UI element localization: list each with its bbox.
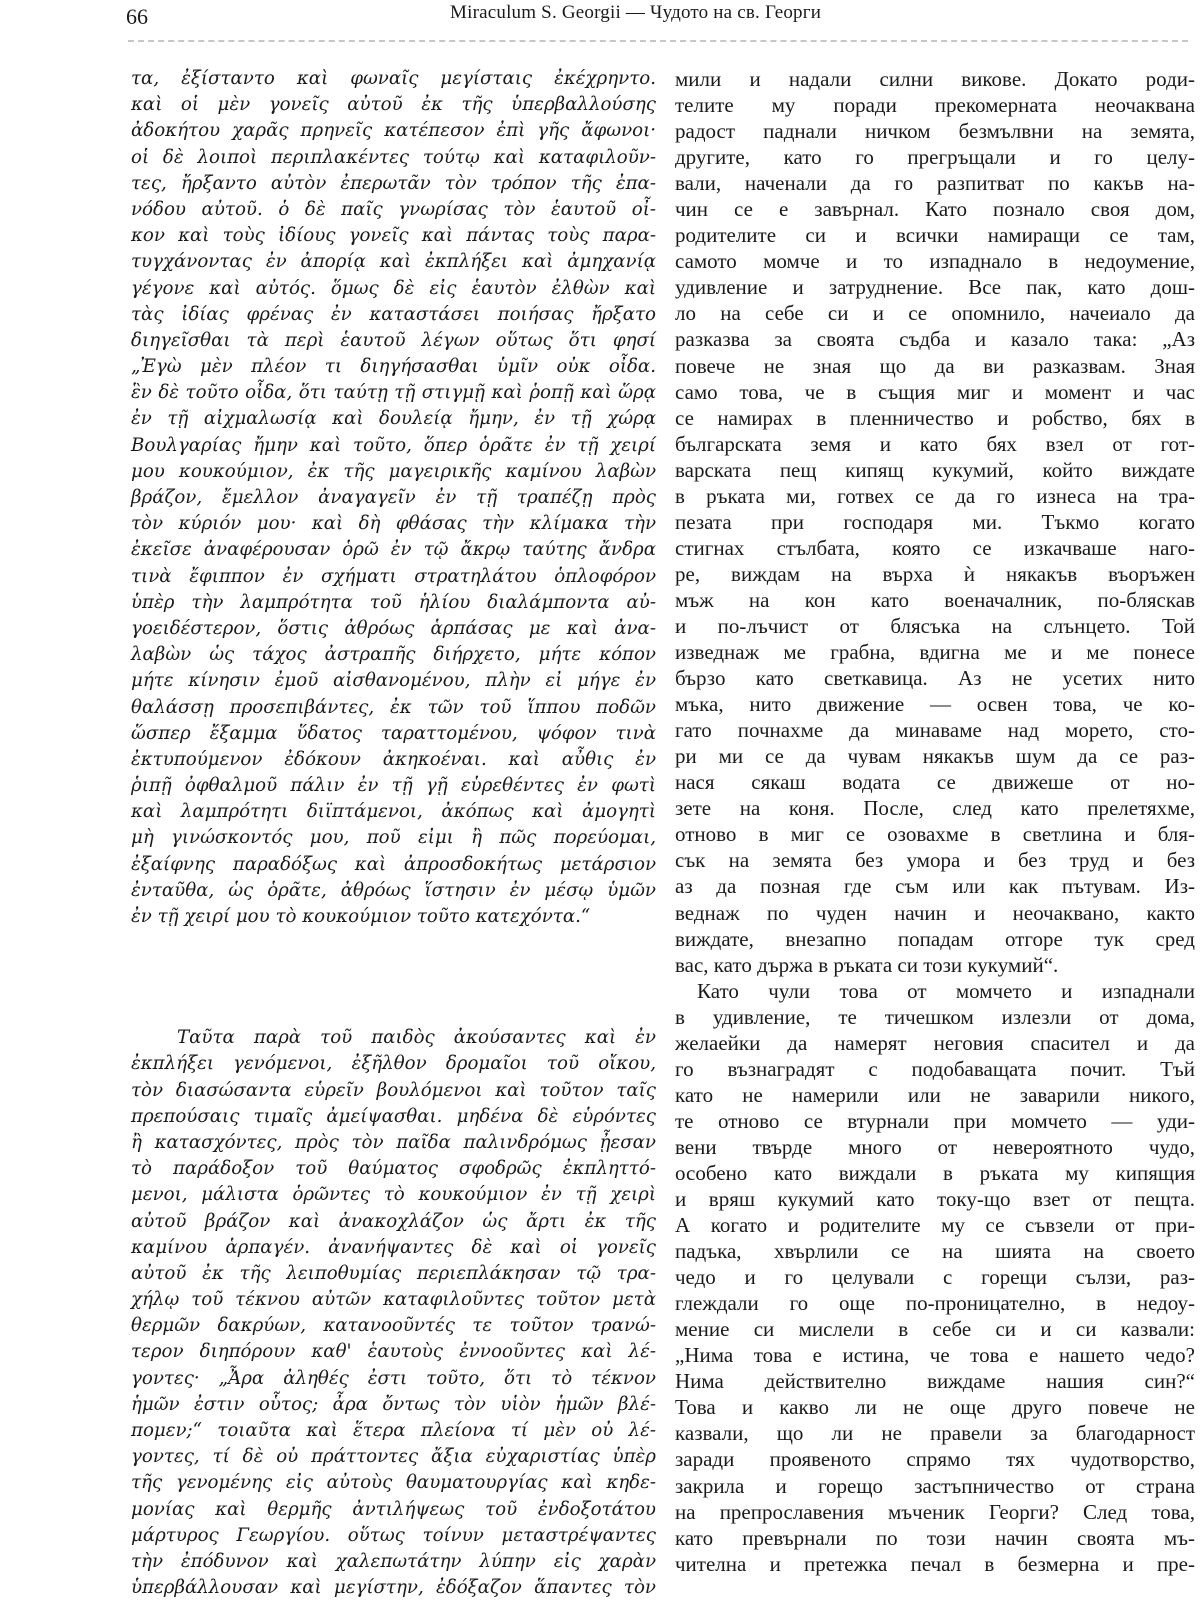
text-line: πομεν;“ τοιαῦτα καὶ ἕτερα πλείονα τί μὲν οὐ λέ- (131, 1420, 656, 1441)
text-line: λαβὼν ὡς τάχος ἀστραπῆς διήρχετο, μήτε κόπον (131, 644, 656, 666)
text-line: μενοι, μάλιστα ὁρῶντες τὸ κουκούμιον ἐν τῇ χειρὶ (131, 1184, 656, 1206)
text-line: „Нима това е истина, че това е нашето чедо? (675, 1343, 1195, 1368)
text-line: χήλῳ τοῦ τέκνου αὐτῶν καταφιλοῦντες τοῦτον μετὰ (131, 1289, 656, 1311)
text-line: заради проявеното спрямо тях чудотворство, (675, 1447, 1195, 1472)
text-line: τὸν διασώσαντα εὑρεῖν βουλόμενοι καὶ τοῦτον ταῖς (131, 1079, 656, 1101)
text-line: καμίνου ἁρπαγέν. ἀνανήψαντες δὲ καὶ οἱ γονεῖς (131, 1236, 656, 1258)
text-line: А когато и родителите му се съвзели от при- (675, 1213, 1195, 1238)
text-line: ἐκεῖσε ἀναφέρουσαν ὁρῶ ἐν τῷ ἄκρῳ ταύτης ἄνδρα (131, 539, 656, 561)
text-line: нася сякаш водата се движеше от но- (675, 770, 1195, 795)
text-line: ἐν τῇ αἰχμαλωσίᾳ καὶ δουλείᾳ ἤμην, ἐν τῇ χώρᾳ (131, 408, 656, 430)
text-line: чителна и претежка печал в безмерна и пре- (675, 1551, 1195, 1576)
text-line: Като чули това от момчето и изпаднали (697, 978, 1195, 1003)
text-line: повече не зная що да ви разказвам. Зная (675, 353, 1195, 378)
text-line: ἐκπλήξει γενόμενοι, ἐξῆλθον δρομαῖοι τοῦ οἴκου, (131, 1053, 656, 1075)
text-line: ὑπερβάλλουσαν καὶ μεγίστην, ἐδόξαζον ἅπαντες τὸν (131, 1577, 656, 1599)
text-line: πρεπούσαις τιμαῖς ἀμείψασθαι. μηδένα δὲ εὑρόντες (131, 1105, 656, 1127)
text-line: само това, че в същия миг и момент и час (675, 379, 1195, 404)
text-line: τὸν κύριόν μου· καὶ δὴ φθάσας τὴν κλίμακα τὴν (131, 513, 656, 535)
text-line: ἓν δὲ τοῦτο οἶδα, ὅτι ταύτῃ τῇ στιγμῇ καὶ ῥοπῇ καὶ ὥρᾳ (131, 382, 656, 404)
text-line: телите му поради прекомерната неочаквана (675, 93, 1195, 118)
text-line: ἐν τῇ χειρί μου τὸ κουκούμιον τοῦτο κατεχόντα.“ (131, 906, 591, 927)
text-line: ло на себе си и се опомнило, начеиало да (675, 301, 1195, 326)
text-line: μονίας καὶ θερμῆς ἀντιλήψεως τοῦ ἐνδοξοτάτου (131, 1498, 656, 1520)
text-line: καὶ λαμπρότητι διϊπτάμενοι, ἀκόπως καὶ ἀμογητὶ (131, 801, 656, 823)
text-line: разказва за своята съдба и казало така: „Аз (675, 327, 1195, 352)
text-line: веднаж по чуден начин и неочаквано, както (675, 900, 1195, 925)
text-line: изведнаж ме грабна, вдигна ме и ме понесе (675, 640, 1195, 665)
text-line: μάρτυρος Γεωργίου. οὕτως τοίνυν μεταστρέψαντες (131, 1524, 656, 1546)
text-line: ἢ κατασχόντες, πρὸς τὸν παῖδα παλινδρόμως ᾖεσαν (131, 1131, 656, 1153)
text-line: ἐκτυπούμενον ἐδόκουν ἀκηκοέναι. καὶ αὖθις ἐν (131, 748, 656, 770)
text-line: τα, ἐξίσταντο καὶ φωναῖς μεγίσταις ἐκέχρηντο. (131, 68, 656, 89)
text-line: „Ἐγὼ μὲν πλέον τι διηγήσασθαι ὑμῖν οὐκ οἶδα. (131, 356, 656, 378)
bulgarian-paragraph-1 (675, 66, 1195, 978)
text-line: ἐξαίφνης παραδόξως καὶ ἀπροσδοκήτως μετάρσιον (131, 853, 656, 875)
text-line: ὥσπερ ἔξαμμα ὕδατος ταραττομένου, ψόφον τινὰ (131, 722, 656, 744)
bulgarian-paragraph-2 (675, 978, 1195, 1577)
text-line: ри ми се да чувам някакъв шум да се раз- (675, 744, 1195, 769)
text-line: и вряш кукумий като току-що взет от пещта. (675, 1187, 1195, 1212)
text-line: и по-лъчист от блясъка на слънцето. Той (675, 613, 1195, 638)
text-line: се намирах в пленничество и робство, бях в (675, 405, 1195, 430)
page-number: 66 (126, 4, 148, 29)
text-line: мили и надали силни викове. Докато роди- (675, 67, 1195, 91)
text-line: бързо като светкавица. Аз не усетих нито (675, 666, 1195, 691)
text-line: μήτε κίνησιν ἐμοῦ αἰσθανομένου, πλὴν εἰ μήγε ἐν (131, 670, 656, 692)
text-line: като не намерили или не заварили никого, (675, 1082, 1195, 1107)
text-line: удивление и затруднение. Все пак, като дош- (675, 275, 1195, 300)
greek-paragraph-1 (131, 66, 656, 930)
text-line: мъка, нито движение — освен това, че ко- (675, 692, 1195, 717)
text-line: γοντες· „Ἆρα ἀληθές ἐστι τοῦτο, ὅτι τὸ τέκνον (131, 1367, 656, 1389)
text-line: в ръката ми, готвех се да го изнеса на тра- (675, 483, 1195, 508)
text-line: γοειδέστερον, ὅστις ἀθρόως ἁρπάσας με καὶ ἀνα- (131, 617, 656, 639)
text-line: пезата при господаря ми. Тъкмо когато (675, 509, 1195, 534)
text-line: Това и какво ли не още друго повече не (675, 1395, 1195, 1420)
text-line: Βουλγαρίας ἤμην καὶ τοῦτο, ὅπερ ὁρᾶτε ἐν τῇ χειρί (131, 434, 656, 456)
text-line: ῥιπῇ ὀφθαλμοῦ πάλιν ἐν τῇ γῇ εὑρεθέντες ἐν φωτὶ (131, 775, 656, 797)
text-line: τινὰ ἔφιππον ἐν σχήματι στρατηλάτου ὁπλοφόρον (131, 565, 656, 587)
text-line: радост паднали ничком безмълвни на земята, (675, 119, 1195, 144)
text-line: глеждали го още по-проницателно, в недоу- (675, 1291, 1195, 1316)
text-line: стигнах стълбата, която се изкачваше наго- (675, 535, 1195, 560)
text-line: τὴν ἐπόδυνον καὶ χαλεπωτάτην λύπην εἰς χαρὰν (131, 1550, 656, 1572)
greek-paragraph-2 (131, 1025, 656, 1601)
text-line: на препрославения мъченик Георги? След това, (675, 1499, 1195, 1524)
text-line: καὶ οἱ μὲν γονεῖς αὐτοῦ ἐκ τῆς ὑπερβαλλούσης (131, 94, 656, 116)
text-line: отново в миг се озовахме в светлина и бля- (675, 822, 1195, 847)
running-title: Miraculum S. Georgii — Чудото на св. Георги (450, 2, 822, 23)
text-line: мъж на кон като военачалник, по-бляскав (675, 587, 1195, 612)
paragraph-gap (131, 930, 656, 1025)
text-line: τερον διηπόρουν καθ' ἑαυτοὺς ἐννοοῦντες καὶ λέ- (131, 1341, 656, 1363)
text-line: вени твърде много от невероятното чудо, (675, 1134, 1195, 1159)
text-line: те отново се втурнали при момчето — уди- (675, 1108, 1195, 1133)
text-line: в удивление, те тичешком излезли от дома, (675, 1004, 1195, 1029)
text-line: αὐτοῦ βράζον καὶ ἀνακοχλάζον ὡς ἄρτι ἐκ τῆς (131, 1210, 656, 1232)
text-line: μὴ γινώσκοντός μου, ποῦ εἰμι ἢ πῶς πορεύομαι, (131, 827, 656, 849)
text-line: τὰς ἰδίας φρένας ἐν καταστάσει ποιήσας ἤρξατο (131, 303, 656, 325)
text-line: самото момче и то изпаднало в недоумение, (675, 249, 1195, 274)
text-line: чин се е завърнал. Като познало своя дом, (675, 197, 1195, 222)
text-line: вали, наченали да го разпитват по какъв на- (675, 171, 1195, 196)
text-line: διηγεῖσθαι τὰ περὶ ἑαυτοῦ λέγων οὕτως ὅτι φησί (131, 329, 656, 351)
text-line: τῆς γενομένης εἰς αὐτοὺς θαυματουργίας καὶ κηδε- (131, 1472, 656, 1494)
text-line: κον καὶ τοὺς ἰδίους γονεῖς καὶ πάντας τοὺς παρα- (131, 225, 656, 247)
text-line: сък на земята без умора и без труд и без (675, 848, 1195, 873)
text-line: αὐτοῦ ἐκ τῆς λειποθυμίας περιεπλάκησαν τῷ τρα- (131, 1262, 656, 1284)
text-line: зете на коня. После, след като прелетяхме, (675, 796, 1195, 821)
text-line: българската земя и като бях взел от гот- (675, 431, 1195, 456)
text-line: особено като виждали в ръката му кипящия (675, 1160, 1195, 1185)
text-line: гато почнахме да минаваме над морето, сто- (675, 718, 1195, 743)
text-line: го възнаградят с подобаващата почит. Тъй (675, 1056, 1195, 1081)
bulgarian-text-column (675, 66, 1195, 1577)
text-line: варската пещ кипящ кукумий, който виждате (675, 457, 1195, 482)
text-line: мение си мислели в себе си и си казвали: (675, 1317, 1195, 1342)
text-line: οἱ δὲ λοιποὶ περιπλακέντες τούτῳ καὶ καταφιλοῦν- (131, 146, 656, 168)
text-line: Нима действително виждаме нашия син?“ (675, 1369, 1195, 1394)
text-line: ἡμῶν ἐστιν οὗτος; ἆρα ὄντως τὸν υἱὸν ἡμῶν βλέ- (131, 1393, 656, 1415)
text-line: ре, виждам на върха ѝ някакъв въоръжен (675, 561, 1195, 586)
text-line: γέγονε καὶ αὐτός. ὅμως δὲ εἰς ἑαυτὸν ἐλθὼν καὶ (131, 277, 656, 299)
text-line: като превърнали по този начин своята мъ- (675, 1525, 1195, 1550)
greek-text-column (131, 66, 656, 1601)
text-line: казвали, що ли не правели за благодарност (675, 1421, 1195, 1446)
text-line: родителите си и всички намиращи се там, (675, 223, 1195, 248)
text-line: ἐνταῦθα, ὡς ὁρᾶτε, ἀθρόως ἵστησιν ἐν μέσῳ ὑμῶν (131, 879, 656, 901)
text-line: μου κουκούμιον, ἐκ τῆς μαγειρικῆς καμίνου λαβὼν (131, 460, 656, 482)
text-line: τὸ παράδοξον τοῦ θαύματος σφοδρῶς ἐκπληττό- (131, 1158, 656, 1180)
text-line: ἀδοκήτου χαρᾶς πρηνεῖς κατέπεσον ἐπὶ γῆς ἄφωνοι· (131, 120, 656, 142)
text-line: виждате, внезапно попадам отгоре тук сред (675, 926, 1195, 951)
text-line: τυγχάνοντας ἐν ἀπορίᾳ καὶ ἐκπλήξει καὶ ἀμηχανίᾳ (131, 251, 656, 273)
text-line: ὑπὲρ τὴν λαμπρότητα τοῦ ἡλίου διαλάμποντα αὐ- (131, 591, 656, 613)
text-line: другите, като го прегръщали и го целу- (675, 145, 1195, 170)
text-line: желаейки да намерят неговия спасител и да (675, 1030, 1195, 1055)
text-line: Ταῦτα παρὰ τοῦ παιδὸς ἀκούσαντες καὶ ἐν (177, 1027, 656, 1049)
text-line: падъка, хвърлили се на шията на своето (675, 1239, 1195, 1264)
text-line: τες, ἤρξαντο αὐτὸν ἐπερωτᾶν τὸν τρόπον τῆς ἐπα- (131, 172, 656, 194)
text-line: закрила и горещо застъпничество от страна (675, 1473, 1195, 1498)
text-line: θερμῶν δακρύων, κατανοοῦντές τε τοῦτον τρανώ- (131, 1315, 656, 1337)
text-line: γοντες, τί δὲ οὐ πράττοντες ἄξια εὐχαριστίας ὑπὲρ (131, 1446, 656, 1468)
text-line: θαλάσσῃ προσεπιβάντες, ἐκ τῶν τοῦ ἵππου ποδῶν (131, 696, 656, 718)
header-rule (128, 40, 1188, 42)
text-line: βράζον, ἔμελλον ἀναγαγεῖν ἐν τῇ τραπέζῃ πρὸς (131, 487, 656, 508)
text-line: вас, като държа в ръката си този кукумий“. (675, 952, 1059, 977)
text-line: чедо и го целували с горещи сълзи, раз- (675, 1265, 1195, 1290)
text-line: аз да позная где съм или как пътувам. Из- (675, 874, 1195, 899)
text-line: νόδου αὐτοῦ. ὁ δὲ παῖς γνωρίσας τὸν ἑαυτοῦ οἶ- (131, 198, 656, 220)
